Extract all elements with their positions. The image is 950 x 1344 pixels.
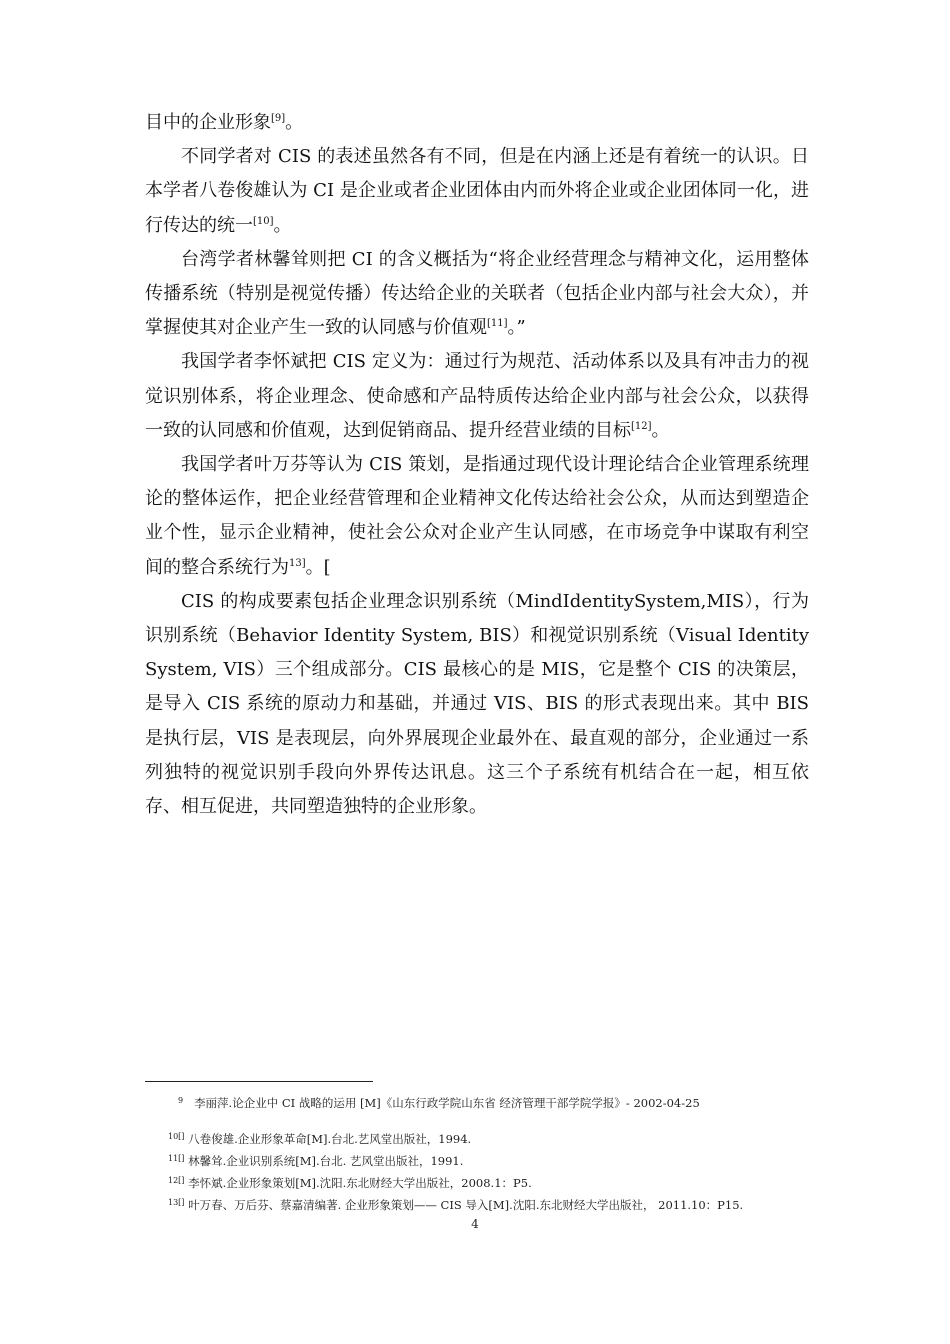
footnote bbox=[168, 1175, 532, 1191]
footnote bbox=[168, 1197, 743, 1213]
citation-ref: [12] bbox=[631, 420, 652, 432]
paragraph: 台湾学者林馨耸则把 CI 的含义概括为“将企业经营理念与精神文化，运用整体传播系统（特别是视觉传播）传达给企业的关联者（包括企业内部与社会大众），并掌握使其对企业产生一致的认同感与价值观[11]。” bbox=[145, 248, 809, 339]
citation-ref: [9] bbox=[271, 113, 286, 124]
footnote bbox=[178, 1095, 700, 1111]
footnote-mark: 11[] bbox=[168, 1154, 185, 1163]
paragraph: 不同学者对 CIS 的表述虽然各有不同，但是在内涵上还是有着统一的认识。日本学者八卷俊雄认为 CI 是企业或者企业团体由内而外将企业或企业团体同一化，进行传达的统一[10]。 bbox=[145, 146, 809, 236]
footnote-text: 八卷俊雄.企业形象革命[M].台北.艺风堂出版社，1994. bbox=[188, 1132, 472, 1146]
footnote-mark: 9 bbox=[178, 1096, 184, 1105]
footnote-mark: 13[] bbox=[168, 1198, 185, 1207]
citation-ref: [11] bbox=[487, 318, 508, 330]
citation-ref: 13] bbox=[289, 557, 306, 569]
footnote-text: 李怀斌.企业形象策划[M].沈阳.东北财经大学出版社，2008.1：P5. bbox=[188, 1176, 532, 1190]
footnote bbox=[168, 1153, 463, 1169]
footnote-text: 林馨耸.企业识别系统[M].台北. 艺风堂出版社，1991. bbox=[188, 1154, 464, 1168]
paragraph: 我国学者叶万芬等认为 CIS 策划，是指通过现代设计理论结合企业管理系统理论的整体运作，把企业经营管理和企业精神文化传达给社会公众，从而达到塑造企业个性，显示企业精神，使社会公众对企业产生认同感，在市场竞争中谋取有利空间的整合系统行为$^{13]}$。[ bbox=[145, 454, 809, 578]
page-number: 4 bbox=[471, 1217, 479, 1231]
paragraph: 我国学者李怀斌把 CIS 定义为：通过行为规范、活动体系以及具有冲击力的视觉识别体系，将企业理念、使命感和产品特质传达给企业内部与社会公众，以获得一致的认同感和价值观，达到促销商品、提升经营业绩的目标[12]。 bbox=[145, 351, 809, 441]
body-text bbox=[145, 106, 809, 824]
footnote-text: 李丽萍.论企业中 CI 战略的运用 [M]《山东行政学院山东省 经济管理干部学院学报》- 2002-04-25 bbox=[194, 1096, 700, 1110]
citation-ref: [10] bbox=[253, 215, 274, 227]
footnote-mark: 12[] bbox=[168, 1176, 185, 1185]
paragraph-continuation: 目中的企业形象[9]。 bbox=[145, 112, 304, 133]
footnote bbox=[168, 1131, 471, 1147]
footnote-separator bbox=[145, 1081, 373, 1082]
footnote-mark: 10[] bbox=[168, 1132, 185, 1141]
paragraph: CIS 的构成要素包括企业理念识别系统（MindIdentitySystem,MIS），行为识别系统（Behavior Identity System, BIS）和视觉识别系统（Visual Identity System, VIS）三个组成部分。CIS 最核心的是 MIS，它是整个 CIS 的决策层，是导入 CIS 系统的原动力和基础，并通过 VIS、BIS 的形式表现出来。其中 BIS 是执行层，VIS 是表现层，向外界展现企业最外在、最直观的部分，企业通过一系列独特的视觉识别手段向外界传达讯息。这三个子系统有机结合在一起，相互依存、相互促进，共同塑造独特的企业形象。 bbox=[145, 590, 809, 818]
footnote-text: 叶万春、万后芬、蔡嘉清编著. 企业形象策划—— CIS 导入[M].沈阳.东北财经大学出版社， 2011.10：P15. bbox=[188, 1198, 744, 1212]
